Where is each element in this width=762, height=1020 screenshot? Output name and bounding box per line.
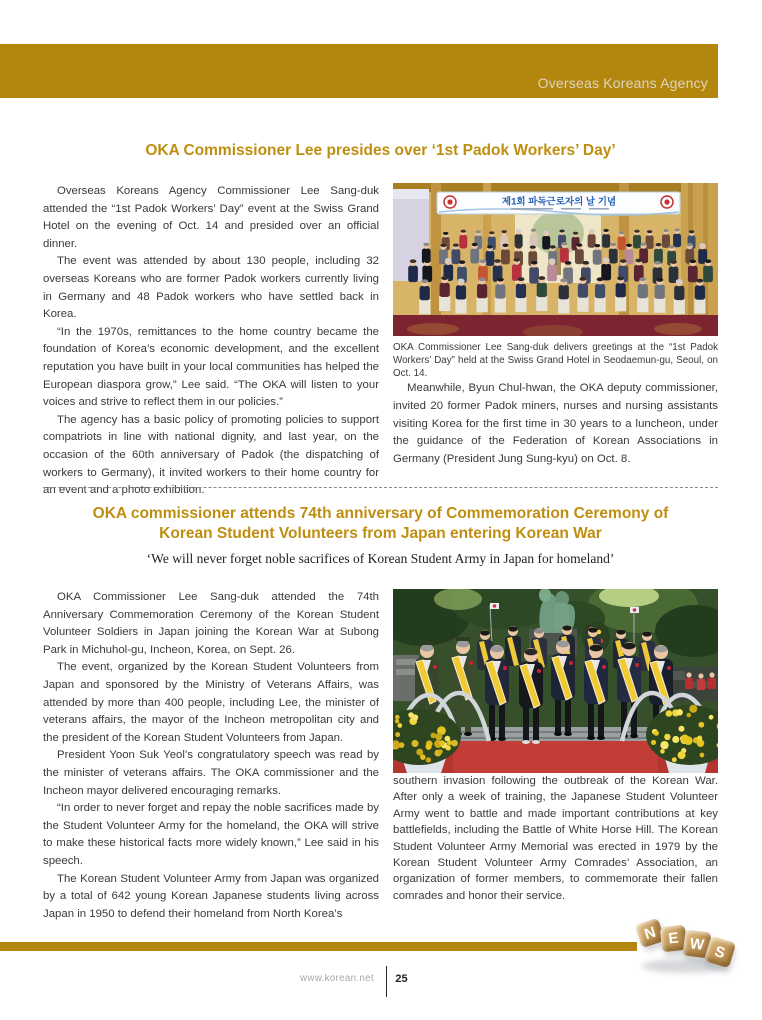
padok-group-photo [393,183,718,336]
article1-right-column [393,183,718,500]
paragraph: The Korean Student Volunteer Army from Japan was organized by a total of 642 young Korean Japanese students living across Japan in 1950 to defend their homeland from North Korea’s [43,872,379,920]
section-divider [43,487,718,488]
article1-photo-caption: OKA Commissioner Lee Sang-duk delivers greetings at the “1st Padok Workers’ Day” held at the Swiss Grand Hotel in Seodaemun-gu, Seoul, on Oct. 14. [393,342,718,379]
article2-title-line1: OKA commissioner attends 74th anniversary of Commemoration Ceremony of [92,505,669,522]
paragraph: “In order to never forget and repay the noble sacrifices made by the Student Volunteer Army for the homeland, the OKA will strive to make these historical facts more widely known,” Lee said in his speech. [43,802,379,867]
paragraph: Meanwhile, Byun Chul-hwan, the OKA deputy commissioner, invited 20 former Padok miners, nurses and nursing assistants visiting Korea for the first time in 30 years to a luncheon, under the guidance of the Federation of Korean Associations in Germany (President Jung Sung-kyu) on Oct. 8. [393,382,718,465]
memorial-group-photo [393,589,718,773]
article2-title-line2: Korean Student Volunteers from Japan entering Korean War [159,525,602,542]
banner-text: 제1회 파독근로자의 날 기념 [501,196,617,208]
memorial-group-photo-illustration [393,589,718,773]
article1-columns [43,183,718,500]
news-blocks-graphic [630,915,740,981]
article1-title: OKA Commissioner Lee presides over ‘1st Padok Workers’ Day’ [145,142,616,159]
news-block-w: W [683,930,712,959]
footer-divider [386,966,388,997]
paragraph: President Yoon Suk Yeol’s congratulatory speech was read by the minister of veterans affairs. The OKA commissioner and the Incheon mayor delivered encouraging remarks. [43,749,379,797]
news-block-n: N [635,918,665,948]
news-block-s: S [704,936,736,968]
page-footer [300,966,408,997]
header-band [0,44,718,98]
article2-columns [43,589,718,923]
agency-label: Overseas Koreans Agency [537,75,708,91]
bottom-gold-strip [0,942,637,951]
article2-subtitle: ‘We will never forget noble sacrifices of Korean Student Army in Japan for homeland’ [146,551,615,566]
article2-heading [43,504,718,567]
article2-right-column [393,589,718,923]
paragraph: The event, organized by the Korean Student Volunteers from Japan and sponsored by the Ministry of Veterans Affairs, was attended by more than 400 people, including Lee, the minister of veterans affairs, the mayor of the Incheon metropolitan city and the president of the Korean Student Volunteers from Japan. [43,661,379,744]
paragraph: Overseas Koreans Agency Commissioner Lee Sang-duk attended the “1st Padok Workers’ Day” event at the Swiss Grand Hotel on the evening of Oct. 14 and presided over an official dinner. [43,185,379,250]
padok-group-photo-illustration [393,183,718,336]
paragraph: southern invasion following the outbreak of the Korean War. After only a week of training, the Japanese Student Volunteer Army went to battle and made important contributions at key battlefields, including the Battle of White Horse Hill. The Korean Student Volunteer Army Memorial was erected in 1979 by the Korean Student Volunteer Army Comrades’ Association, an organization of former members, to commemorate their fallen comrades and honor their service. [393,775,718,902]
paragraph: OKA Commissioner Lee Sang-duk attended the 74th Anniversary Commemoration Ceremony of the Korean Student Volunteer Soldiers in Japan joining the Korean War at Subong Park in Michuhol-gu, Incheon, Korea, on Sept. 26. [43,591,379,656]
article1-left-column [43,183,379,500]
article2-left-column [43,589,379,923]
paragraph: “In the 1970s, remittances to the home country became the foundation of Korea’s economic development, and the excellent reputation you have built in your local communities has helped the European diaspora grow,” Lee said. “The OKA will listen to your voices and strive to reflect them in our policies.” [43,325,379,409]
paragraph: The agency has a basic policy of promoting policies to support compatriots in line with national dignity, and last year, on the occasion of the 60th anniversary of Padok (the dispatching of workers to Germany), it invited workers to their home country for an event and a photo exhibition. [43,413,379,497]
website-label: www.korean.net [300,973,374,984]
page-number: 25 [395,973,408,985]
news-block-e: E [660,925,687,952]
paragraph: The event was attended by about 130 people, including 32 overseas Koreans who are former Padok workers currently living in Germany and 48 Padok workers who have settled back in Korea. [43,255,379,321]
